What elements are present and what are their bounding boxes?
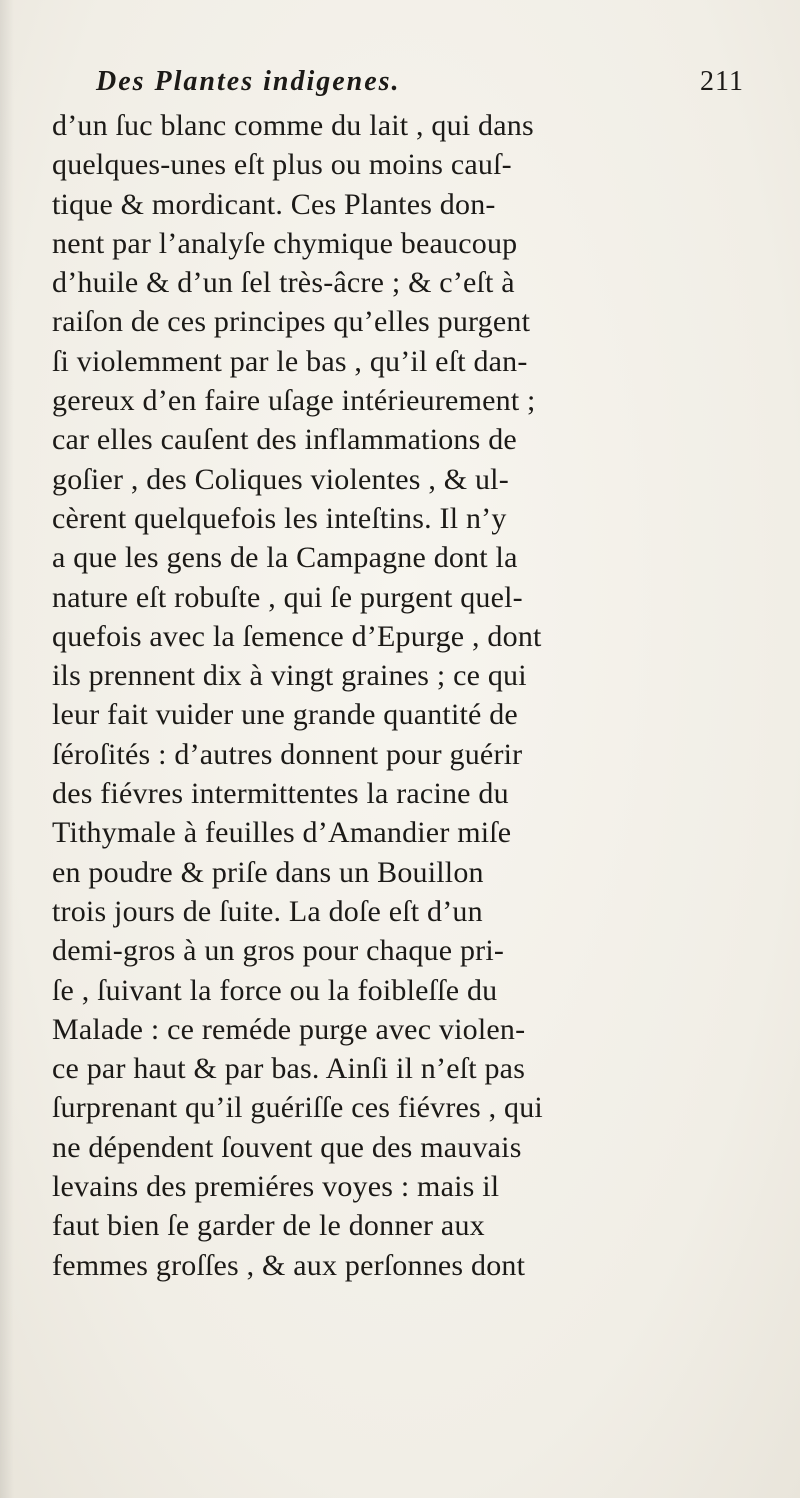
text-line: goſier , des Coliques violentes , & ul-	[52, 462, 509, 496]
text-line: ils prennent dix à vingt graines ; ce qui	[52, 659, 527, 693]
text-line: raiſon de ces principes qu’elles purgent	[52, 305, 531, 339]
text-line: des fiévres intermittentes la racine du	[52, 777, 509, 811]
text-line: nent par l’analyſe chymique beaucoup	[52, 226, 518, 260]
text-line: tique & mordicant. Ces Plantes don-	[52, 187, 496, 221]
text-line: trois jours de ſuite. La doſe eſt d’un	[52, 894, 483, 928]
text-line: car elles cauſent des inflammations de	[52, 423, 517, 457]
running-head	[96, 66, 796, 106]
text-line: ſi violemment par le bas , qu’il eſt dan-	[52, 344, 528, 378]
text-line: femmes groſſes , & aux perſonnes dont	[52, 1248, 526, 1282]
text-line: quelques-unes eſt plus ou moins cauſ-	[52, 148, 512, 182]
text-line: a que les gens de la Campagne dont la	[52, 541, 518, 575]
text-line: d’un ſuc blanc comme du lait , qui dans	[52, 109, 534, 142]
text-line: Malade : ce reméde purge avec violen-	[52, 1012, 526, 1046]
gutter-shadow	[0, 0, 14, 1498]
text-line: ſéroſités : d’autres donnent pour guérir	[52, 737, 523, 771]
text-line: ce par haut & par bas. Ainſi il n’eſt pas	[52, 1052, 526, 1086]
text-line: leur fait vuider une grande quantité de	[52, 698, 518, 732]
text-line: quefois avec la ſemence d’Epurge , dont	[52, 619, 542, 653]
text-line: d’huile & d’un ſel très-âcre ; & c’eſt à	[52, 266, 515, 300]
text-line: demi-gros à un gros pour chaque pri-	[52, 934, 505, 968]
text-line: ſe , ſuivant la force ou la foibleſſe du	[52, 973, 498, 1007]
page-number: 211	[700, 66, 744, 97]
text-line: faut bien ſe garder de le donner aux	[52, 1209, 485, 1243]
text-line: cèrent quelquefois les inteſtins. Il n’y	[52, 501, 507, 535]
body-text	[52, 106, 792, 1285]
text-line: Tithymale à feuilles d’Amandier miſe	[52, 816, 512, 850]
text-line: ne dépendent ſouvent que des mauvais	[52, 1130, 522, 1164]
text-line: levains des premiéres voyes : mais il	[52, 1170, 500, 1204]
running-head-title: Des Plantes indigenes.	[96, 66, 401, 97]
text-line: nature eſt robuſte , qui ſe purgent quel-	[52, 580, 523, 614]
text-line: gereux d’en faire uſage intérieurement ;	[52, 384, 536, 418]
text-line: en poudre & priſe dans un Bouillon	[52, 855, 484, 889]
text-line: ſurprenant qu’il guériſſe ces fiévres , qui	[52, 1091, 543, 1125]
